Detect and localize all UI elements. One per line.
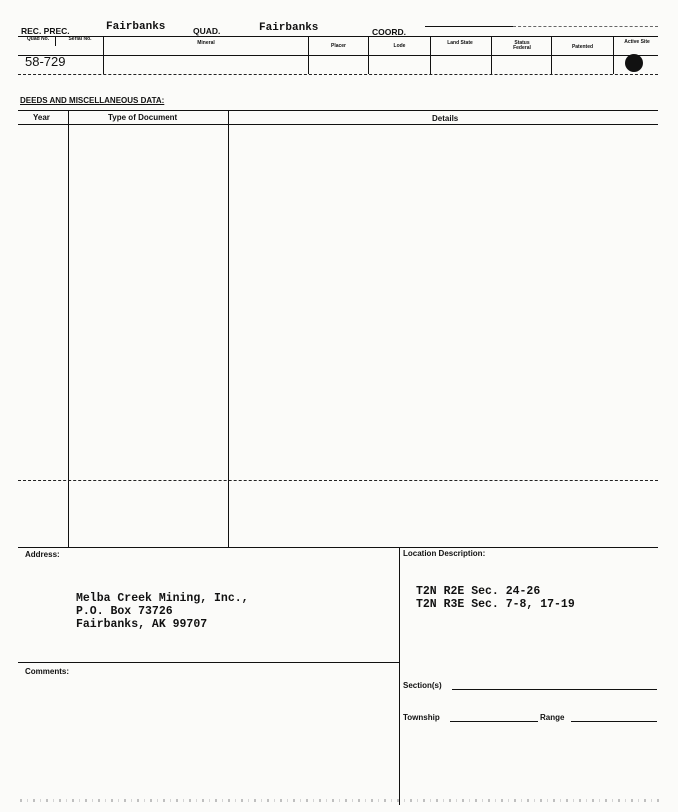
table-divider <box>491 36 492 74</box>
active-dot <box>625 54 643 72</box>
col-serial-no: Serial No. <box>68 36 92 42</box>
address-line: Melba Creek Mining, Inc., <box>76 592 249 605</box>
col-lode: Lode <box>393 43 406 49</box>
quad-value: Fairbanks <box>259 22 319 34</box>
col-mineral: Mineral <box>197 40 215 46</box>
coord-rule <box>425 26 513 27</box>
comments-label: Comments: <box>25 667 70 676</box>
sections-label: Section(s) <box>403 681 442 690</box>
coord-label: COORD. <box>372 27 406 37</box>
table-divider <box>368 36 369 74</box>
location-block <box>416 585 575 611</box>
sections-blank <box>452 689 657 690</box>
table-divider <box>55 36 56 46</box>
coord-rule-dashed <box>513 26 658 27</box>
township-label: Township <box>403 713 440 722</box>
table-divider <box>430 36 431 74</box>
deeds-top-rule <box>18 110 658 111</box>
deeds-divider <box>228 110 229 547</box>
lower-divider <box>399 547 400 805</box>
col-placer: Placer <box>330 43 346 49</box>
table-divider <box>551 36 552 74</box>
table-divider <box>613 36 614 74</box>
deeds-divider <box>68 110 69 547</box>
address-block <box>76 592 249 631</box>
address-line: P.O. Box 73726 <box>76 605 173 618</box>
col-type: Type of Document <box>108 113 178 122</box>
quad-label: QUAD. <box>193 26 221 36</box>
table-bottom-rule <box>18 74 658 75</box>
col-details: Details <box>432 114 459 123</box>
col-land-state: Land State <box>447 40 473 46</box>
address-line: Fairbanks, AK 99707 <box>76 618 208 631</box>
deeds-dashed-rule <box>18 480 658 481</box>
comments-rule <box>18 662 399 663</box>
rec-prec-label: REC. PREC. <box>21 26 70 36</box>
location-label: Location Description: <box>403 549 486 558</box>
deeds-bottom-rule <box>18 547 658 548</box>
range-label: Range <box>540 713 565 722</box>
township-blank <box>450 721 538 722</box>
deeds-header-rule <box>18 124 658 125</box>
col-patented: Patented <box>571 44 594 50</box>
col-quad-no: Quad No. <box>26 36 50 42</box>
quad-serial-value: 58-729 <box>25 54 66 69</box>
address-label: Address: <box>25 550 60 559</box>
table-top-rule <box>18 36 658 37</box>
location-line: T2N R2E Sec. 24-26 <box>416 585 541 598</box>
location-line: T2N R3E Sec. 7-8, 17-19 <box>416 598 575 611</box>
rec-prec-value: Fairbanks <box>106 21 166 33</box>
scan-noise <box>20 799 660 802</box>
col-status-federal: Status Federal <box>513 40 531 51</box>
col-active: Active Site <box>624 39 650 45</box>
table-divider <box>308 36 309 74</box>
range-blank <box>571 721 657 722</box>
table-header-rule <box>18 55 658 56</box>
deeds-title: DEEDS AND MISCELLANEOUS DATA: <box>20 96 165 105</box>
col-year: Year <box>33 113 50 122</box>
